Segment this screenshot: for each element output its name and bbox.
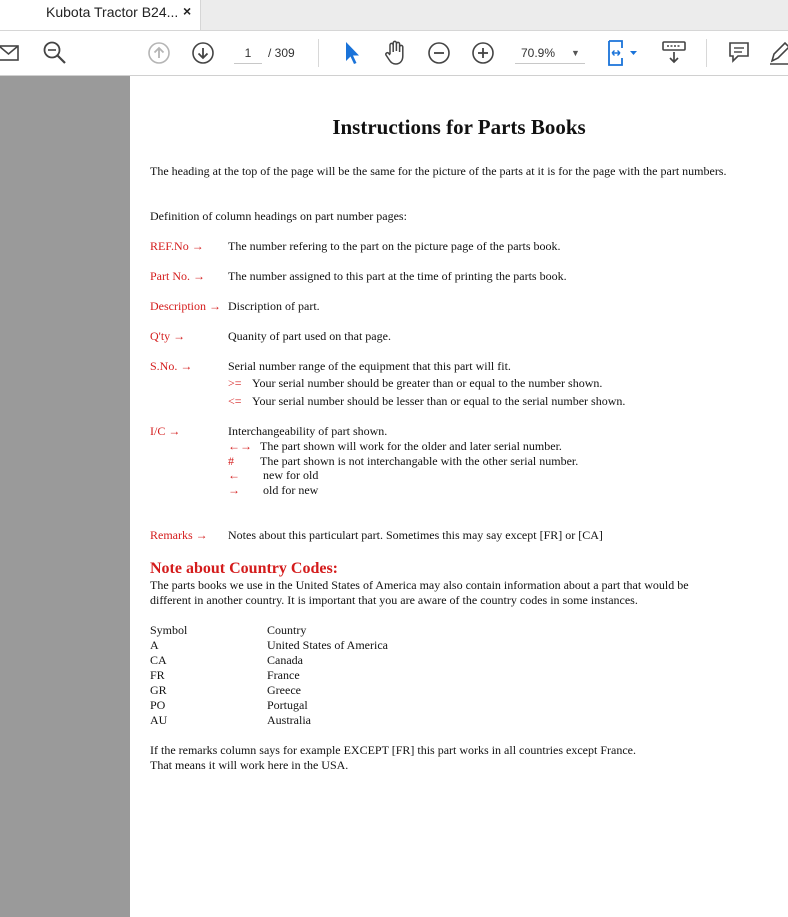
- label-part-no: Part No. →: [150, 269, 205, 283]
- page-up-icon[interactable]: [147, 41, 171, 65]
- label-remarks: Remarks →: [150, 528, 208, 542]
- note-text: The parts books we use in the United States of America may also contain information about a part that would be: [150, 578, 689, 592]
- closing-text: If the remarks column says for example EXCEPT [FR] this part works in all countries except France.: [150, 743, 636, 757]
- ic-text: The part shown will work for the older and later serial number.: [260, 439, 562, 453]
- page-number-input[interactable]: 1: [234, 43, 262, 64]
- definition-ref-no: The number refering to the part on the picture page of the parts book.: [228, 239, 561, 253]
- label-qty: Q'ty →: [150, 329, 186, 343]
- chevron-down-icon: ▼: [571, 48, 580, 58]
- document-page: [130, 76, 788, 917]
- definition-part-no: The number assigned to this part at the time of printing the parts book.: [228, 269, 567, 283]
- zoom-value: 70.9%: [521, 46, 556, 60]
- mail-icon[interactable]: [0, 43, 21, 63]
- select-arrow-icon[interactable]: [343, 40, 361, 66]
- code-country: Australia: [267, 713, 311, 727]
- definition-line: Definition of column headings on part number pages:: [150, 209, 407, 223]
- code-country: France: [267, 668, 300, 682]
- pen-icon[interactable]: [768, 39, 788, 67]
- sno-symbol: <=: [228, 394, 242, 408]
- code-country: Greece: [267, 683, 301, 697]
- sno-text: Your serial number should be lesser than or equal to the serial number shown.: [252, 394, 626, 408]
- page-down-icon[interactable]: [191, 41, 215, 65]
- document-tab[interactable]: [0, 0, 201, 30]
- toolbar: [0, 31, 788, 76]
- code-symbol: A: [150, 638, 159, 652]
- note-heading: Note about Country Codes:: [150, 560, 338, 577]
- ic-symbol: ←→: [228, 439, 252, 453]
- code-country: Canada: [267, 653, 303, 667]
- label-sno: S.No. →: [150, 359, 193, 373]
- tab-close-icon[interactable]: ×: [183, 3, 192, 19]
- intro-paragraph: The heading at the top of the page will be the same for the picture of the parts at it is for the page with the part numbers.: [150, 164, 727, 178]
- scroll-mode-icon[interactable]: [660, 39, 688, 67]
- toolbar-separator: [318, 39, 319, 67]
- codes-header-symbol: Symbol: [150, 623, 188, 637]
- page-title: Instructions for Parts Books: [332, 115, 586, 139]
- tab-title: Kubota Tractor B24...: [46, 4, 179, 20]
- tab-bar: [0, 0, 788, 31]
- page-total: / 309: [268, 46, 295, 60]
- viewer-margin: [0, 76, 130, 917]
- hand-icon[interactable]: [383, 39, 409, 67]
- ic-text: old for new: [263, 483, 319, 497]
- definition-ic: Interchangeability of part shown.: [228, 424, 388, 438]
- codes-header-country: Country: [267, 623, 307, 637]
- zoom-search-icon[interactable]: [42, 40, 68, 66]
- zoom-select[interactable]: [515, 43, 585, 64]
- sno-symbol: >=: [228, 376, 242, 390]
- ic-symbol: →: [228, 483, 240, 497]
- closing-text: That means it will work here in the USA.: [150, 758, 349, 772]
- ic-text: The part shown is not interchangable with the other serial number.: [260, 454, 579, 468]
- label-description: Description →: [150, 299, 221, 313]
- definition-remarks: Notes about this particulart part. Sometimes this may say except [FR] or [CA]: [228, 528, 603, 542]
- zoom-out-icon[interactable]: [427, 41, 451, 65]
- toolbar-separator: [706, 39, 707, 67]
- code-country: United States of America: [267, 638, 388, 652]
- ic-symbol: ←: [228, 468, 240, 482]
- code-symbol: AU: [150, 713, 168, 727]
- comment-icon[interactable]: [727, 40, 751, 66]
- code-symbol: CA: [150, 653, 167, 667]
- definition-qty: Quanity of part used on that page.: [228, 329, 391, 343]
- label-ref-no: REF.No →: [150, 239, 204, 253]
- note-text: different in another country. It is important that you are aware of the country codes in some instances.: [150, 593, 638, 607]
- ic-text: new for old: [263, 468, 319, 482]
- fit-page-icon[interactable]: [606, 39, 642, 67]
- zoom-in-icon[interactable]: [471, 41, 495, 65]
- code-symbol: PO: [150, 698, 166, 712]
- code-country: Portugal: [267, 698, 308, 712]
- code-symbol: FR: [150, 668, 165, 682]
- label-ic: I/C →: [150, 424, 181, 438]
- code-symbol: GR: [150, 683, 167, 697]
- ic-symbol: #: [228, 454, 234, 468]
- definition-sno: Serial number range of the equipment that this part will fit.: [228, 359, 511, 373]
- definition-description: Discription of part.: [228, 299, 320, 313]
- sno-text: Your serial number should be greater than or equal to the number shown.: [252, 376, 603, 390]
